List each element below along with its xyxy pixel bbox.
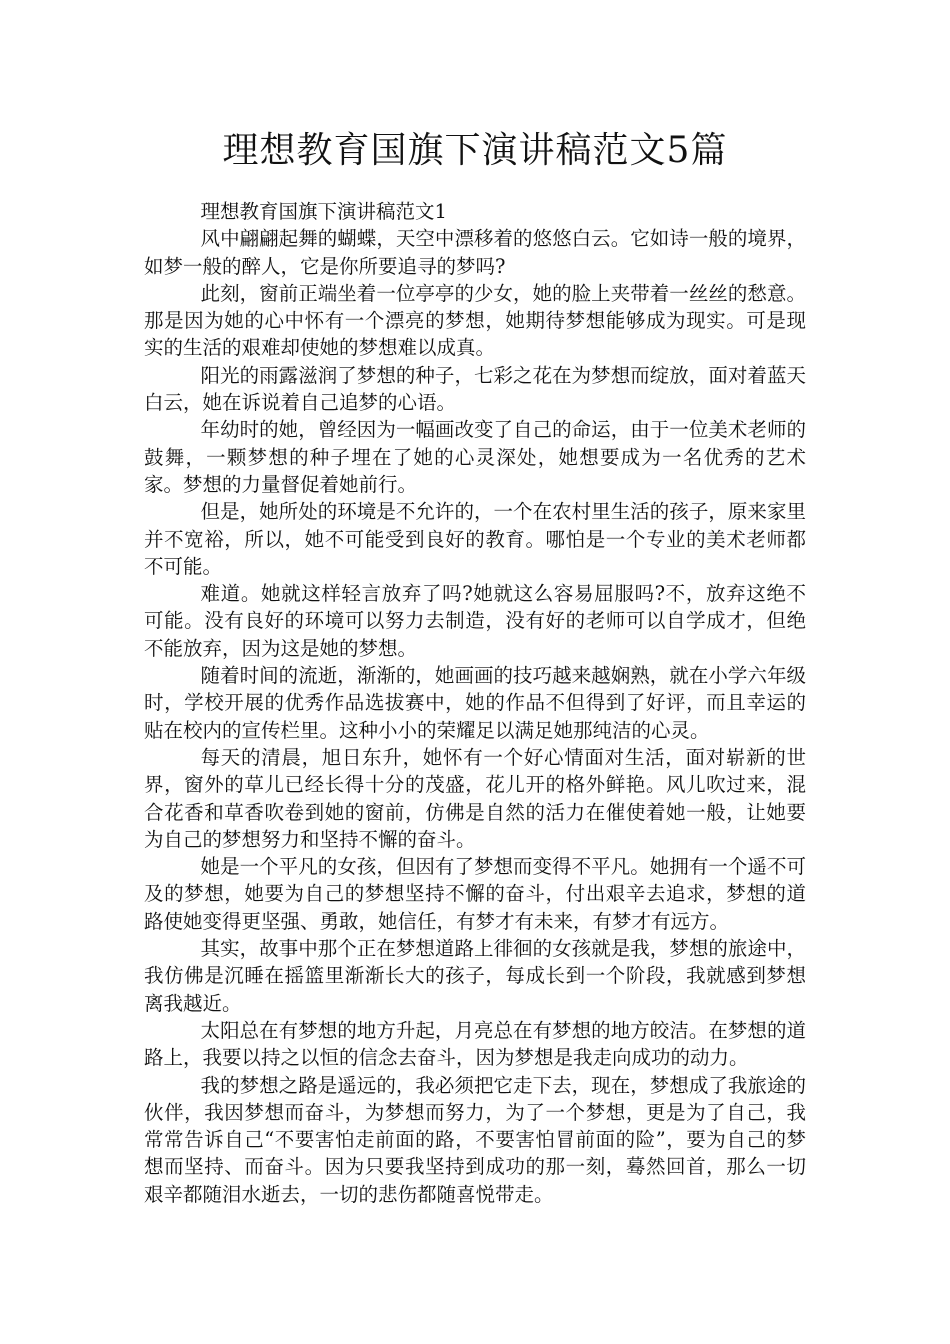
paragraph: 难道。她就这样轻言放弃了吗?她就这么容易屈服吗?不，放弃这绝不可能。没有良好的环境可以努力去制造，没有好的老师可以自学成才，但绝不能放弃，因为这是她的梦想。 xyxy=(144,582,806,660)
paragraph: 其实，故事中那个正在梦想道路上徘徊的女孩就是我，梦想的旅途中，我仿佛是沉睡在摇篮里渐渐长大的孩子，每成长到一个阶段，我就感到梦想离我越近。 xyxy=(144,937,806,1015)
paragraph: 我的梦想之路是遥远的，我必须把它走下去，现在，梦想成了我旅途的伙伴，我因梦想而奋斗，为梦想而努力，为了一个梦想，更是为了自己，我常常告诉自己“不要害怕走前面的路，不要害怕冒前面的险”，要为自己的梦想而坚持、而奋斗。因为只要我坚持到成功的那一刻，蓦然回首，那么一切艰辛都随泪水逝去，一切的悲伤都随喜悦带走。 xyxy=(144,1073,806,1206)
paragraph: 阳光的雨露滋润了梦想的种子，七彩之花在为梦想而绽放，面对着蓝天白云，她在诉说着自己追梦的心语。 xyxy=(144,363,806,415)
paragraph: 她是一个平凡的女孩，但因有了梦想而变得不平凡。她拥有一个遥不可及的梦想，她要为自己的梦想坚持不懈的奋斗，付出艰辛去追求，梦想的道路使她变得更坚强、勇敢，她信任，有梦才有未来，有梦才有远方。 xyxy=(144,855,806,933)
paragraph: 随着时间的流逝，渐渐的，她画画的技巧越来越娴熟，就在小学六年级时，学校开展的优秀作品选拔赛中，她的作品不但得到了好评，而且幸运的贴在校内的宣传栏里。这种小小的荣耀足以满足她那纯洁的心灵。 xyxy=(144,664,806,742)
paragraph: 太阳总在有梦想的地方升起，月亮总在有梦想的地方皎洁。在梦想的道路上，我要以持之以恒的信念去奋斗，因为梦想是我走向成功的动力。 xyxy=(144,1018,806,1070)
paragraph: 此刻，窗前正端坐着一位亭亭的少女，她的脸上夹带着一丝丝的愁意。那是因为她的心中怀有一个漂亮的梦想，她期待梦想能够成为现实。可是现实的生活的艰难却使她的梦想难以成真。 xyxy=(144,281,806,360)
paragraph: 每天的清晨，旭日东升，她怀有一个好心情面对生活，面对崭新的世界，窗外的草儿已经长得十分的茂盛，花儿开的格外鲜艳。风儿吹过来，混合花香和草香吹卷到她的窗前，仿佛是自然的活力在催使着她一般，让她要为自己的梦想努力和坚持不懈的奋斗。 xyxy=(144,745,806,851)
paragraph: 风中翩翩起舞的蝴蝶，天空中漂移着的悠悠白云。它如诗一般的境界，如梦一般的醉人，它是你所要追寻的梦吗? xyxy=(144,227,806,278)
document-body xyxy=(144,198,806,1208)
section-heading: 理想教育国旗下演讲稿范文1 xyxy=(200,200,447,223)
paragraph: 但是，她所处的环境是不允许的，一个在农村里生活的孩子，原来家里并不宽裕，所以，她不可能受到良好的教育。哪怕是一个专业的美术老师都不可能。 xyxy=(144,500,806,578)
document-title: 理想教育国旗下演讲稿范文5篇 xyxy=(222,130,728,171)
paragraph: 年幼时的她，曾经因为一幅画改变了自己的命运，由于一位美术老师的鼓舞，一颗梦想的种子埋在了她的心灵深处，她想要成为一名优秀的艺术家。梦想的力量督促着她前行。 xyxy=(144,418,806,496)
